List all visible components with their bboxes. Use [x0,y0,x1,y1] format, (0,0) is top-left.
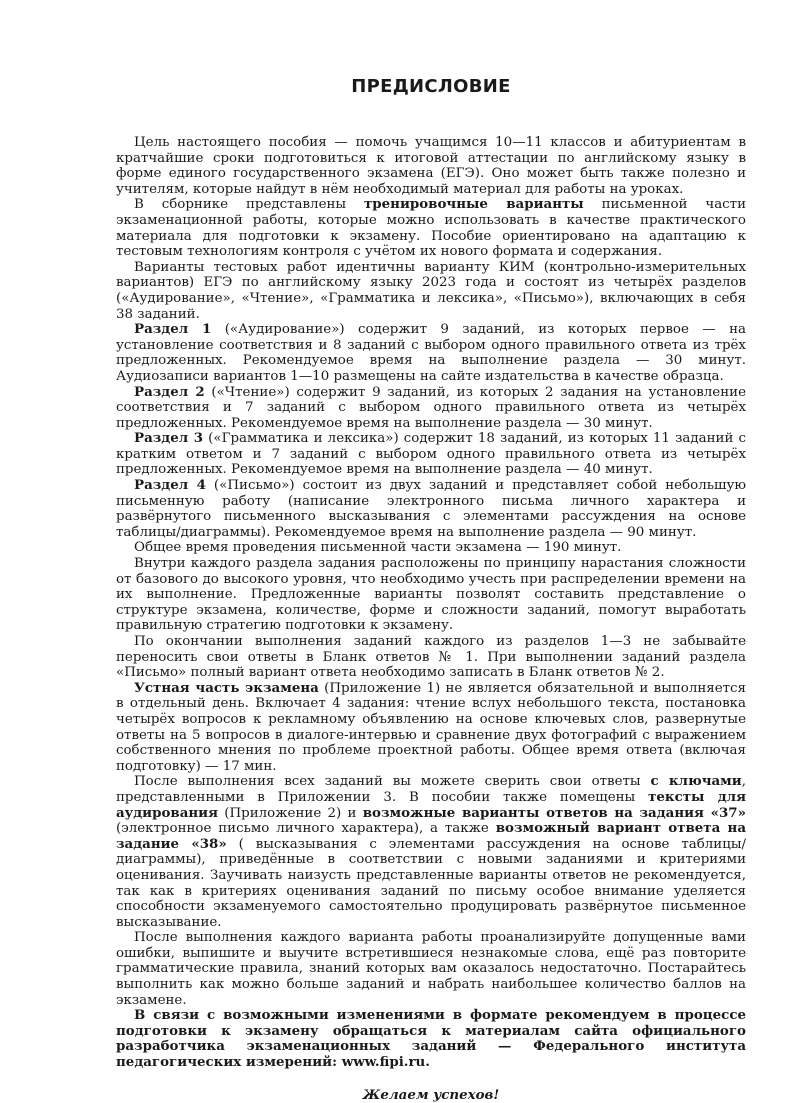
text-run: В сборнике представлены [134,197,364,213]
bold-text-run: возможные варианты ответов на задания «37» [362,804,746,821]
page-title: ПРЕДИСЛОВИЕ [351,76,511,97]
text-run: Цель настоящего пособия — помочь учащимся 10—11 классов и абитуриентам в кратчайшие сроки подготовиться к итоговой аттестации по английскому языку в форме единого государственного экзамена (ЕГЭ). Оно может быть также полезно и учителям, которые найдут в нём необходимый материал для работы на уроках. [116,135,746,197]
text-run: («Аудирование») содержит 9 заданий, из которых первое — на установление соответствия и 8 заданий с выбором одного правильного ответа из трёх предложенных. Рекомендуемое время на выполнение раздела — 30 минут. Аудиозаписи вариантов 1—10 размещены на сайте издательства в качестве образца. [116,322,746,384]
paragraph [116,431,746,478]
paragraph [116,634,746,681]
text-run: После выполнения каждого варианта работы проанализируйте допущенные вами ошибки, выпишите и выучите встретившиеся незнакомые слова, ещё раз повторите грамматические правила, знаний которых вам оказалось недостаточно. Постарайтесь выполнить как можно больше заданий и набрать наибольшее количество баллов на экзамене. [116,930,746,1008]
bold-text-run: возможный вариант ответа на задание «38» [116,820,746,852]
text-run: письменной части экзаменационной работы, которые можно использовать в качестве практического материала для подготовки к экзамену. Пособие ориентировано на адаптацию к тестовым технологиям контроля с учётом их нового формата и содержания. [116,197,747,260]
paragraph [116,1008,746,1070]
paragraph [116,556,746,634]
bold-text-run: с ключами [650,773,742,790]
paragraph [116,540,746,556]
text-run: После выполнения всех заданий вы можете сверить свои ответы [134,774,651,790]
bold-text-run: тренировочные варианты [363,196,584,213]
text-run: По окончании выполнения заданий каждого из разделов 1—3 не забывайте переносить свои ответы в Бланк ответов № 1. При выполнении заданий раздела «Письмо» полный вариант ответа необходимо записать в Бланк ответов № 2. [116,634,746,681]
bold-text-run: Раздел 2 [134,383,205,400]
text-run: (Приложение 1) не является обязательной и выполняется в отдельный день. Включает 4 задания: чтение вслух небольшого текста, постановка четырёх вопросов к рекламному объявлению на основе ключевых слов, развернутые ответы на 5 вопросов в диалоге-интервью и сравнение двух фотографий с выражением собственного мнения по проблеме проектной работы. Общее время ответа (включая подготовку) — 17 мин. [116,680,746,774]
text-run: («Грамматика и лексика») содержит 18 заданий, из которых 11 заданий с кратким ответом и 7 заданий с выбором одного правильного ответа из четырёх предложенных. Рекомендуемое время на выполнение раздела — 40 минут. [116,431,746,478]
text-run: Общее время проведения письменной части экзамена — 190 минут. [134,540,622,556]
paragraph [116,135,746,197]
bold-text-run: Раздел 1 [134,321,212,338]
bold-text-run: В связи с возможными изменениями в формате рекомендуем в процессе подготовки к экзамену обращаться к материалам сайта официального разработчика экзаменационных заданий — Федерального института педагогических измерений: www.fipi.ru. [116,1007,746,1071]
text-run: ( высказывания с элементами рассуждения на основе таблицы/диаграммы), приведённые в соответствии с новыми заданиями и критериями оценивания. Заучивать наизусть представленные варианты ответов не рекомендуется, так как в критериях оценивания заданий по письму особое внимание уделяется способности экзаменуемого самостоятельно продуцировать развёрнутое письменное высказывание. [116,836,746,930]
paragraph [116,930,746,1008]
text-run: (Приложение 2) и [218,805,363,821]
text-run: , представленными в Приложении 3. В пособии также помещены [116,774,746,805]
paragraph [116,774,746,930]
bold-text-run: тексты для аудирования [116,788,746,821]
bold-text-run: Раздел 4 [134,477,206,494]
paragraph [116,478,746,540]
text-run: («Чтение») содержит 9 заданий, из которых 2 задания на установление соответствия и 7 заданий с выбором одного правильного ответа из четырёх предложенных. Рекомендуемое время на выполнение раздела — 30 минут. [116,384,746,431]
text-run: (электронное письмо личного характера), а также [116,821,496,837]
paragraph [116,322,746,384]
paragraph [116,197,746,259]
text-run: Внутри каждого раздела задания расположены по принципу нарастания сложности от базового до высокого уровня, что необходимо учесть при распределении времени на их выполнение. Предложенные варианты позволят составить представление о структуре экзамена, количестве, форме и сложности заданий, помогут выработать правильную стратегию подготовки к экзамену. [116,556,746,634]
paragraph [116,385,746,432]
paragraph [116,260,746,322]
closing-wish: Желаем успехов! [362,1086,500,1103]
text-run: («Письмо») состоит из двух заданий и представляет собой небольшую письменную работу (написание электронного письма личного характера и развёрнутого письменного высказывания с элементами рассуждения на основе таблицы/диаграммы). Рекомендуемое время на выполнение раздела — 90 минут. [116,478,747,540]
bold-text-run: Раздел 3 [134,430,204,447]
text-run: Варианты тестовых работ идентичны варианту КИМ (контрольно-измерительных вариантов) ЕГЭ по английскому языку 2023 года и состоят из четырёх разделов («Аудирование», «Чтение», «Грамматика и лексика», «Письмо»), включающих в себя 38 заданий. [116,259,746,322]
paragraph [116,681,746,775]
body-text [116,135,746,1071]
bold-text-run: Устная часть экзамена [134,679,319,696]
